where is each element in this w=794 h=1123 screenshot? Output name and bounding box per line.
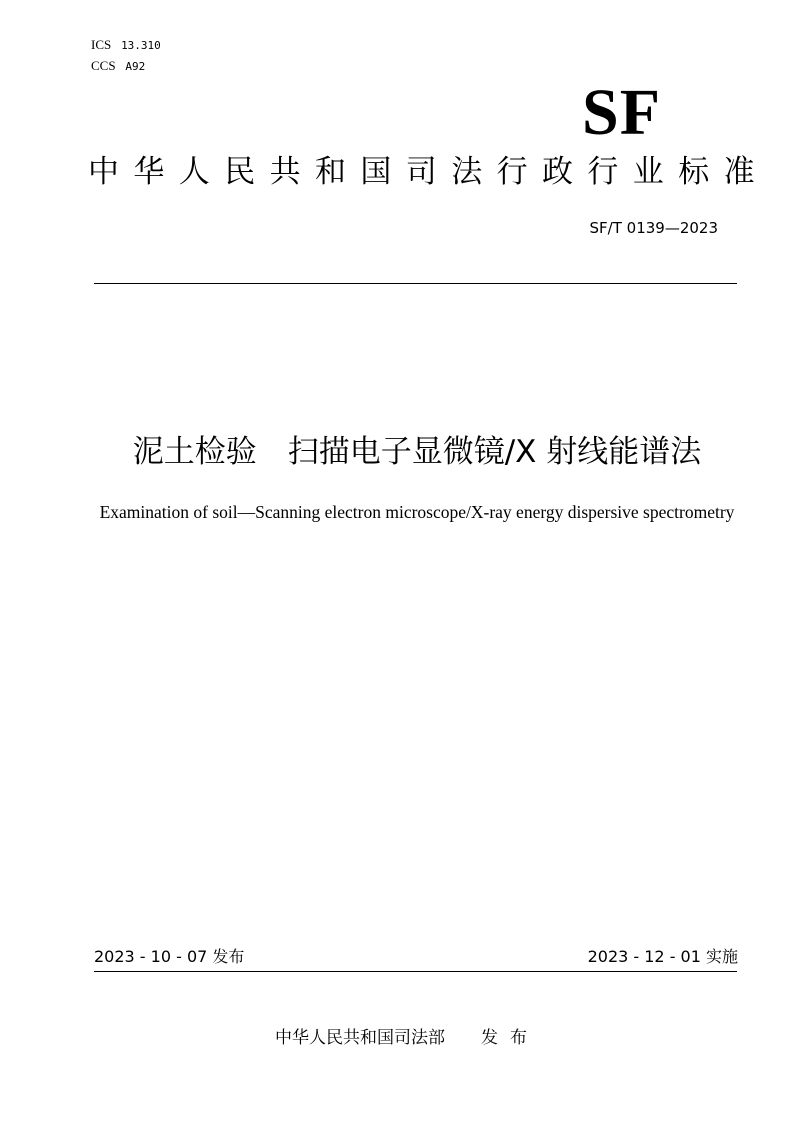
ccs-value: A92 — [125, 60, 146, 73]
issue-date: 2023 - 10 - 07 发布 — [94, 947, 245, 966]
ics-label: ICS — [91, 37, 112, 52]
header-divider — [94, 283, 737, 284]
title-english: Examination of soil—Scanning electron microscope/X-ray energy dispersive spectrometry — [99, 502, 735, 522]
ics-code — [91, 38, 161, 53]
title-chinese: 泥土检验 扫描电子显微镜/X 射线能谱法 — [132, 434, 702, 470]
ccs-label: CCS — [91, 58, 116, 73]
issuer-action: 发布 — [481, 1028, 539, 1048]
issuer-name: 中华人民共和国司法部 — [275, 1028, 445, 1048]
implementation-date: 2023 - 12 - 01 实施 — [587, 947, 738, 966]
issuer-line — [0, 1026, 794, 1050]
footer-divider — [94, 971, 737, 972]
standard-number: SF/T 0139—2023 — [589, 219, 718, 237]
ics-value: 13.310 — [121, 39, 161, 52]
sf-logo: SF — [582, 76, 662, 149]
standard-type-heading: 中华人民共和国司法行政行业标准 — [88, 154, 769, 190]
ccs-code — [91, 59, 145, 74]
